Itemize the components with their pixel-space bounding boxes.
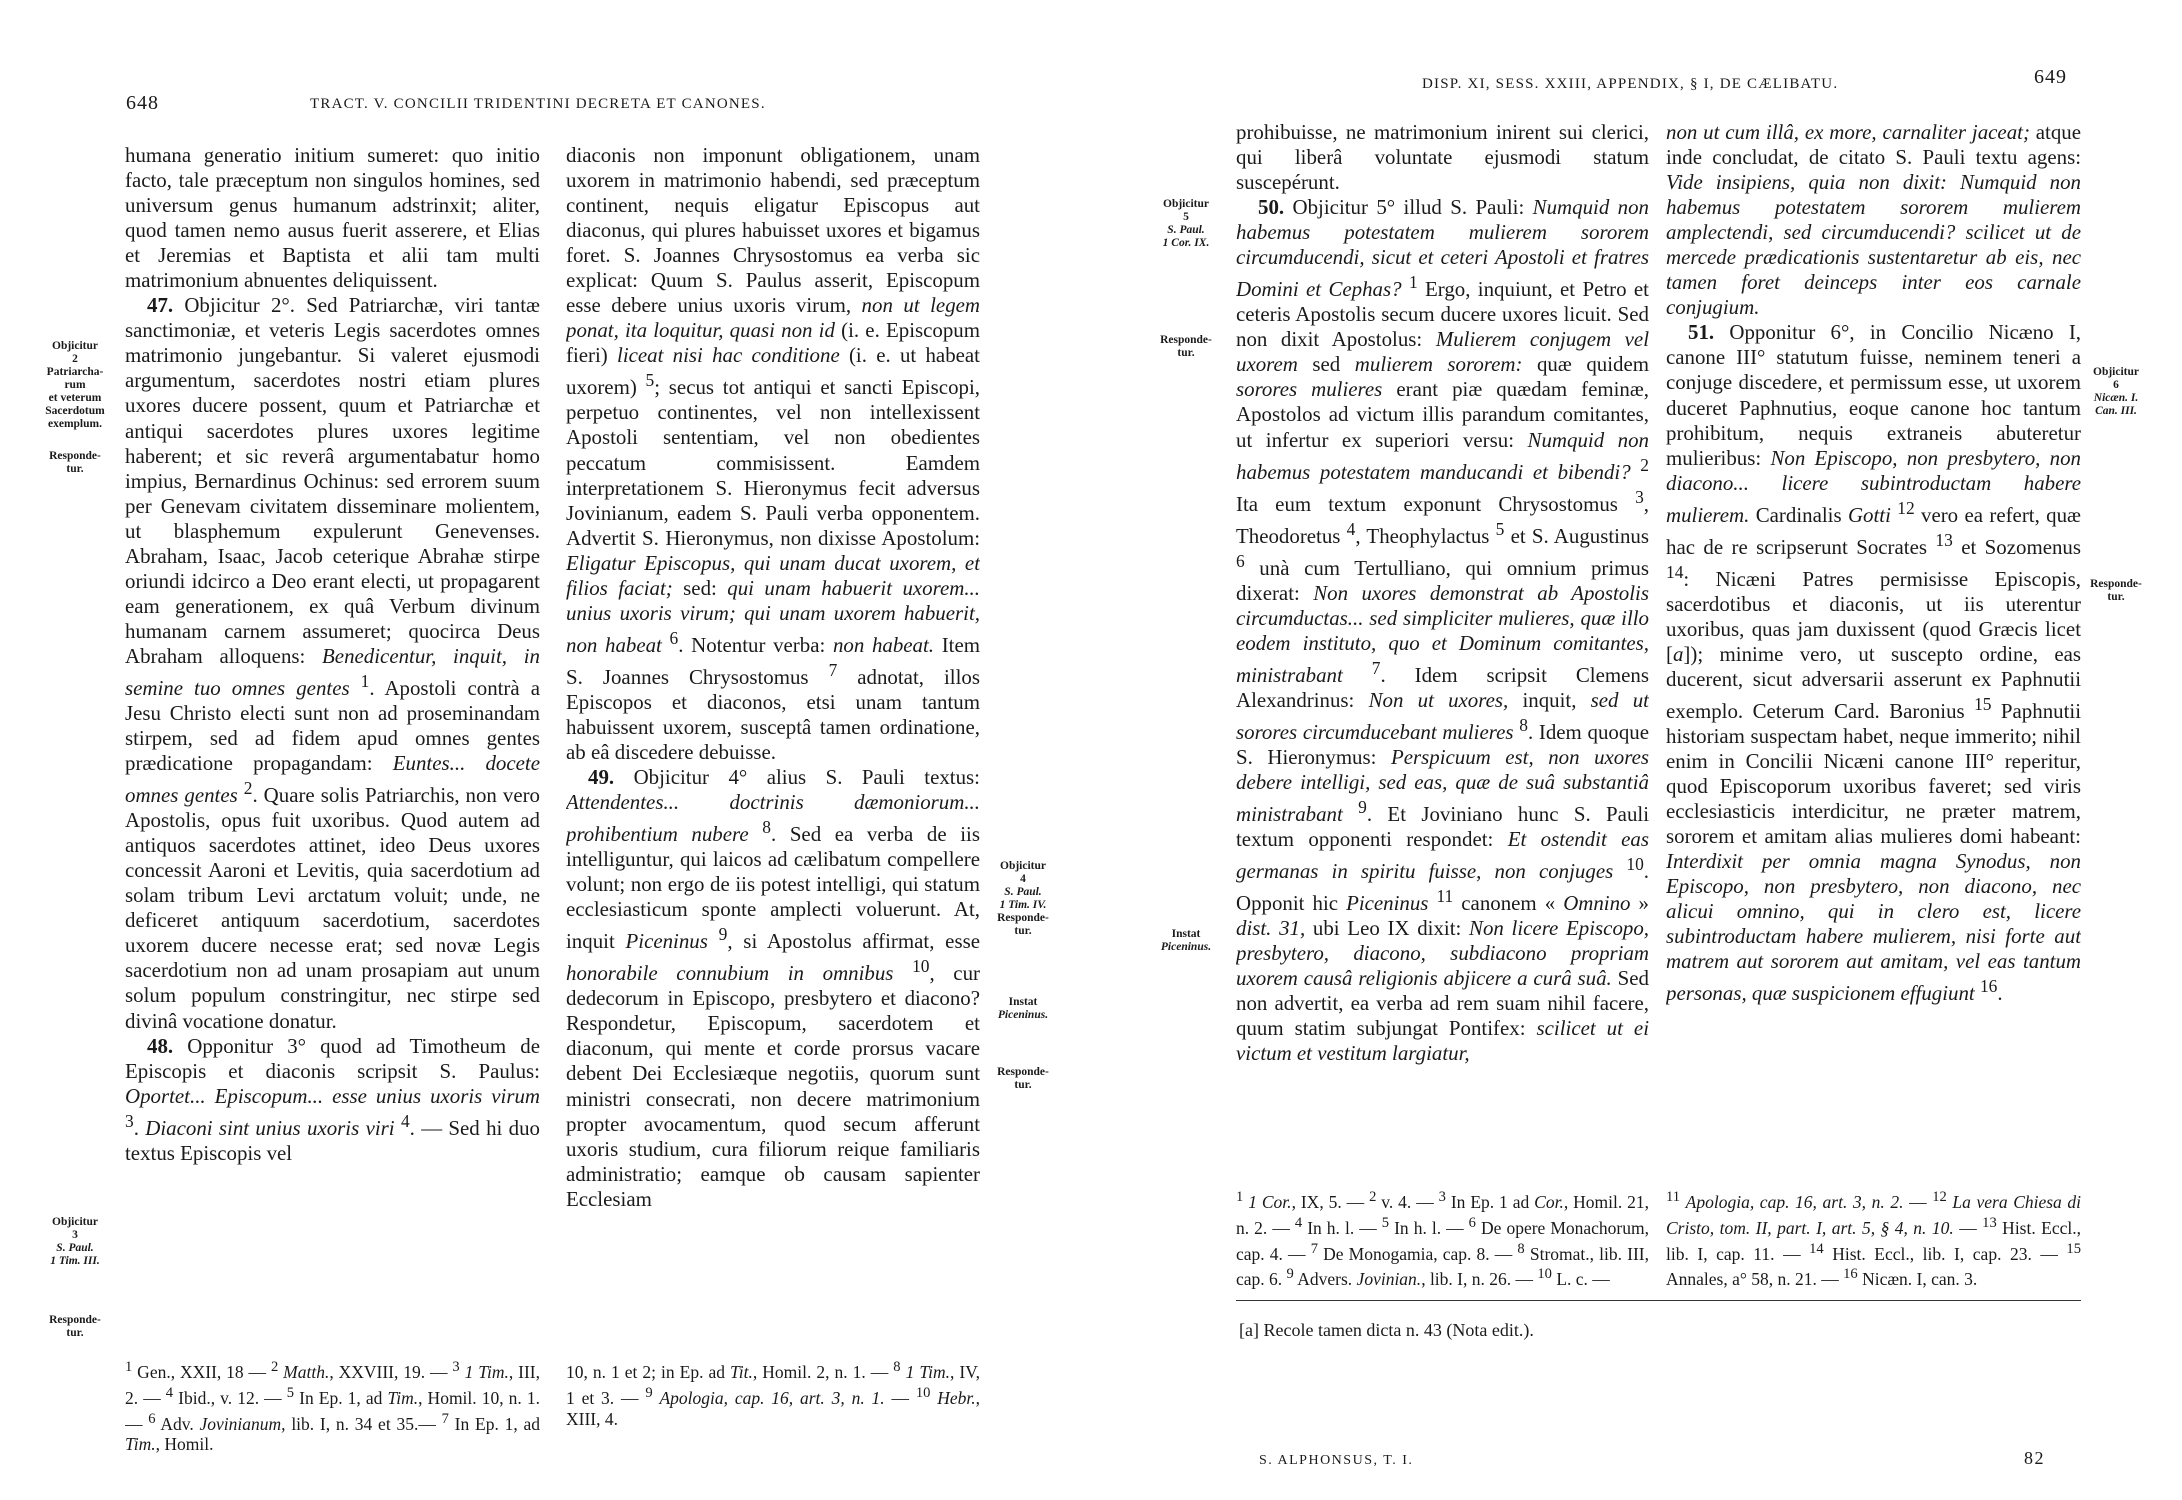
running-title: TRACT. V. CONCILII TRIDENTINI DECRETA ET CANONES.	[310, 96, 766, 112]
margin-note: Responde- tur.	[1160, 334, 1212, 359]
signature-number: 82	[2024, 1448, 2045, 1468]
margin-note: Instat Piceninus.	[1160, 928, 1212, 953]
running-title: DISP. XI, SESS. XXIII, APPENDIX, § I, DE CÆLIBATU.	[1422, 76, 1839, 92]
page-number: 649	[2034, 66, 2067, 88]
margin-note: Objicitur 3 S. Paul. 1 Tim. III.	[50, 1216, 100, 1267]
margin-note: Responde- tur.	[49, 450, 101, 475]
right-page	[1091, 0, 2182, 1500]
editor-note: [a] Recole tamen dicta n. 43 (Nota edit.).	[1239, 1320, 1534, 1340]
footnotes-left-2: 10, n. 1 et 2; in Ep. ad Tit., Homil. 2, n. 1. — $^8$ 1 Tim., IV, 1 et 3. — $^9$ Apologia, cap. 16, art. 3, n. 1. — $^{10}$ Hebr., XIII, 4.	[566, 1359, 980, 1429]
footnotes-right-2: $^{11}$ Apologia, cap. 16, art. 3, n. 2. — $^{12}$ La vera Chiesa di Cristo, tom. II, part. I, art. 5, § 4, n. 10. — $^{13}$ Hist. Eccl., lib. I, cap. 11. — $^{14}$ Hist. Eccl., lib. I, cap. 23. — $^{15}$ Annales, a° 58, n. 21. — $^{16}$ Nicæn. I, can. 3.	[1666, 1189, 2081, 1290]
margin-note: Responde- tur.	[2090, 578, 2142, 603]
text-column-right-2: non ut cum illâ, ex more, carnaliter jaceat; atque inde concludat, de citato S. Pauli textu agens: Vide insipiens, quia non dixit: Numquid non habemus potestatem sororem mulierem amplectendi, sed circumducendi? scilicet ut de mercede prædicationis sustentaretur ab eis, nec tamen foret deinceps inter eos carnale conjugium. 51. Opponitur 6°, in Concilio Nicæno I, canone III° statutum fuisse, neminem teneri a conjuge discedere, et permissum esse, ut uxorem duceret Paphnutius, eoque canone hoc tantum prohibitum, nequis extraneis abuteretur mulieribus: Non Episcopo, non presbytero, non diacono... licere subintroductam habere mulierem. Cardinalis Gotti $^{12}$ vero ea refert, quæ hac de re scripserunt Socrates $^{13}$ et Sozomenus $^{14}$: Nicæni Patres permisisse Episcopis, sacerdotibus et diaconis, ut iis uterentur uxoribus, quas jam duxissent (quod Græcis licet [a]); minime vero, ut suscepto ordine, eas ducerent, sicut adversarii asserunt ex Paphnutii exemplo. Ceterum Card. Baronius $^{15}$ Paphnutii historiam suspectam habet, neque immerito; nihil enim in Concilii Nicæni canone III° reperitur, quod Episcoporum uxoribus faveret; sed viris ecclesiasticis interdicitur, ne præter matrem, sororem et amitam alias mulieres domi habeant: Interdixit per omnia magna Synodus, non Episcopo, non presbytero, non diacono, nec alicui omnino, qui in clero est, licere subintroductam habere mulierem, nisi forte aut matrem aut sororem aut amitam, vel eas tantum personas, quæ suspicionem effugiunt $^{16}$.	[1666, 120, 2081, 1006]
margin-note: Instat Piceninus.	[997, 996, 1049, 1021]
footnotes-left-1: $^1$ Gen., XXII, 18 — $^2$ Matth., XXVIII, 19. — $^3$ 1 Tim., III, 2. — $^4$ Ibid., v. 12. — $^5$ In Ep. 1, ad Tim., Homil. 10, n. 1. — $^6$ Adv. Jovinianum, lib. I, n. 34 et 35.— $^7$ In Ep. 1, ad Tim., Homil.	[125, 1359, 540, 1455]
margin-note: Objicitur 2 Patriarcha- rum et veterum Sacerdotum exemplum.	[45, 340, 105, 430]
margin-note: Objicitur 5 S. Paul. 1 Cor. IX.	[1162, 198, 1210, 249]
signature-mark: S. ALPHONSUS, T. I.	[1259, 1453, 1414, 1468]
footnotes-right-1: $^1$ 1 Cor., IX, 5. — $^2$ v. 4. — $^3$ In Ep. 1 ad Cor., Homil. 21, n. 2. — $^4$ In h. l. — $^5$ In h. l. — $^6$ De opere Monachorum, cap. 4. — $^7$ De Monogamia, cap. 8. — $^8$ Stromat., lib. III, cap. 6. $^9$ Advers. Jovinian., lib. I, n. 26. — $^{10}$ L. c. —	[1236, 1189, 1649, 1290]
margin-note: Responde- tur.	[997, 1066, 1049, 1091]
margin-note: Objicitur 4 S. Paul. 1 Tim. IV. Responde- tur.	[997, 860, 1049, 937]
text-column-left-1: humana generatio initium sumeret: quo initio facto, tale præceptum non singulos homines, sed universum genus humanum adstrinxit; aliter, quod tamen nemo ausus fuerit asserere, et Elias et Jeremias et Baptista et alii tam multi matrimonium abnuentes deliquissent. 47. Objicitur 2°. Sed Patriarchæ, viri tantæ sanctimoniæ, et veteris Legis sacerdotes omnes matrimonio jungebantur. Si valeret ejusmodi argumentum, sacerdotes nostri etiam plures uxores ducere possent, quum et Patriarchæ et antiqui sacerdotes plures uxores legitime haberent; et sic reverâ argumentabatur homo impius, Bernardinus Ochinus: sed errorem suum per Genevam civitatem disseminare molientem, ut blasphemum expulerunt Genevenses. Abraham, Isaac, Jacob ceterique Abrahæ stirpe oriundi idcirco a Deo erant electi, ut propagarent eam generationem, ex quâ Verbum divinum humanam carnem assumeret; quocirca Deus Abraham alloquens: Benedicentur, inquit, in semine tuo omnes gentes $^1$. Apostoli contrà a Jesu Christo electi sunt non ad proseminandam stirpem, sed ad fidem apud omnes gentes prædicatione propagandam: Euntes... docete omnes gentes $^2$. Quare solis Patriarchis, non vero Apostolis, opus fuit uxoribus. Quod autem ad antiquos sacerdotes attinet, ideo Deus uxores concessit Aaroni et Levitis, quia sacerdotium ad solam tribum Levi arctatum voluit; unde, ne deficeret antiquum sacerdotium, sacerdotes uxorem ducere necesse erat; sed novæ Legis sacerdotium non ad unam prosapiam aut unum solum populum constringitur, nec stirpe sed divinâ vocatione donatur. 48. Opponitur 3° quod ad Timotheum de Episcopis et diaconis scripsit S. Paulus: Oportet... Episcopum... esse unius uxoris virum $^3$. Diaconi sint unius uxoris viri $^4$. — Sed hi duo textus Episcopis vel	[125, 143, 540, 1165]
text-column-right-1: prohibuisse, ne matrimonium inirent sui clerici, qui liberâ voluntate ejusmodi statum suscepérunt. 50. Objicitur 5° illud S. Pauli: Numquid non habemus potestatem mulierem sororem circumducendi, sicut et ceteri Apostoli et fratres Domini et Cephas? $^1$ Ergo, inquiunt, et Petro et ceteris Apostolis secum ducere uxores licuit. Sed non dixit Apostolus: Mulierem conjugem vel uxorem sed mulierem sororem: quæ quidem sorores mulieres erant piæ quædam feminæ, Apostolos ad victum illis parandum comitantes, ut infertur ex superiori versu: Numquid non habemus potestatem manducandi et bibendi? $^2$ Ita eum textum exponunt Chrysostomus $^3$, Theodoretus $^4$, Theophylactus $^5$ et S. Augustinus $^6$ unà cum Tertulliano, qui omnium primus dixerat: Non uxores demonstrat ab Apostolis circumductas... sed simpliciter mulieres, quæ illo eodem instituto, quo et Dominum comitantes, ministrabant $^7$. Idem scripsit Clemens Alexandrinus: Non ut uxores, inquit, sed ut sorores circumducebant mulieres $^8$. Idem quoque S. Hieronymus: Perspicuum est, non uxores debere intelligi, sed eas, quæ de suâ substantiâ ministrabant $^9$. Et Joviniano hunc S. Pauli textum opponenti respondet: Et ostendit eas germanas in spiritu fuisse, non conjuges $^{10}$. Opponit hic Piceninus $^{11}$ canonem « Omnino » dist. 31, ubi Leo IX dixit: Non licere Episcopo, presbytero, diacono, subdiacono propriam uxorem causâ religionis abjicere a curâ suâ. Sed non advertit, ea verba ad rem suam nihil facere, quum statim subjungat Pontifex: scilicet ut ei victum et vestitum largiatur,	[1236, 120, 1649, 1066]
margin-note: Objicitur 6 Nicæn. I. Can. III.	[2093, 366, 2139, 417]
page-number: 648	[126, 92, 159, 114]
footnote-divider	[1236, 1300, 2081, 1301]
text-column-left-2: diaconis non imponunt obligationem, unam uxorem in matrimonio habendi, sed præceptum continent, nequis eligatur Episcopus aut diaconus, qui plures habuisset uxores et bigamus foret. S. Joannes Chrysostomus ea verba sic explicat: Quum S. Paulus asserit, Episcopum esse debere unius uxoris virum, non ut legem ponat, ita loquitur, quasi non id (i. e. Episcopum fieri) liceat nisi hac conditione (i. e. ut habeat uxorem) $^5$; secus tot antiqui et sancti Episcopi, perpetuo continentes, vel non intellexissent Apostoli sententiam, vel non obedientes peccatum commisissent. Eamdem interpretationem S. Hieronymus fecit adversus Jovinianum, eadem S. Pauli verba opponentem. Advertit S. Hieronymus, non dixisse Apostolum: Eligatur Episcopus, qui unam ducat uxorem, et filios faciat; sed: qui unam habuerit uxorem... unius uxoris virum; qui unam uxorem habuerit, non habeat $^6$. Notentur verba: non habeat. Item S. Joannes Chrysostomus $^7$ adnotat, illos Episcopos et diaconos, etsi unam tantum habuissent uxorem, susceptâ tamen ordinatione, ab eâ discedere debuisse. 49. Objicitur 4° alius S. Pauli textus: Attendentes... doctrinis dæmoniorum... prohibentium nubere $^8$. Sed ea verba de iis intelliguntur, qui laicos ad cælibatum compellere volunt; non ergo de iis potest intelligi, qui statum ecclesiasticum sponte amplecti voluerunt. At, inquit Piceninus $^9$, si Apostolus affirmat, esse honorabile connubium in omnibus $^{10}$, cur dedecorum in Episcopo, presbytero et diacono? Respondetur, Episcopum, sacerdotem et diaconum, qui mente et corde prorsus vacare debent Dei Ecclesiæque negotiis, quorum sunt ministri consecrati, non decere matrimonium propter avocamentum, quod secum afferunt uxoris studium, cura filiorum reique familiaris administratio; eamque ob causam sapienter Ecclesiam	[566, 143, 980, 1211]
margin-note: Responde- tur.	[49, 1314, 101, 1339]
